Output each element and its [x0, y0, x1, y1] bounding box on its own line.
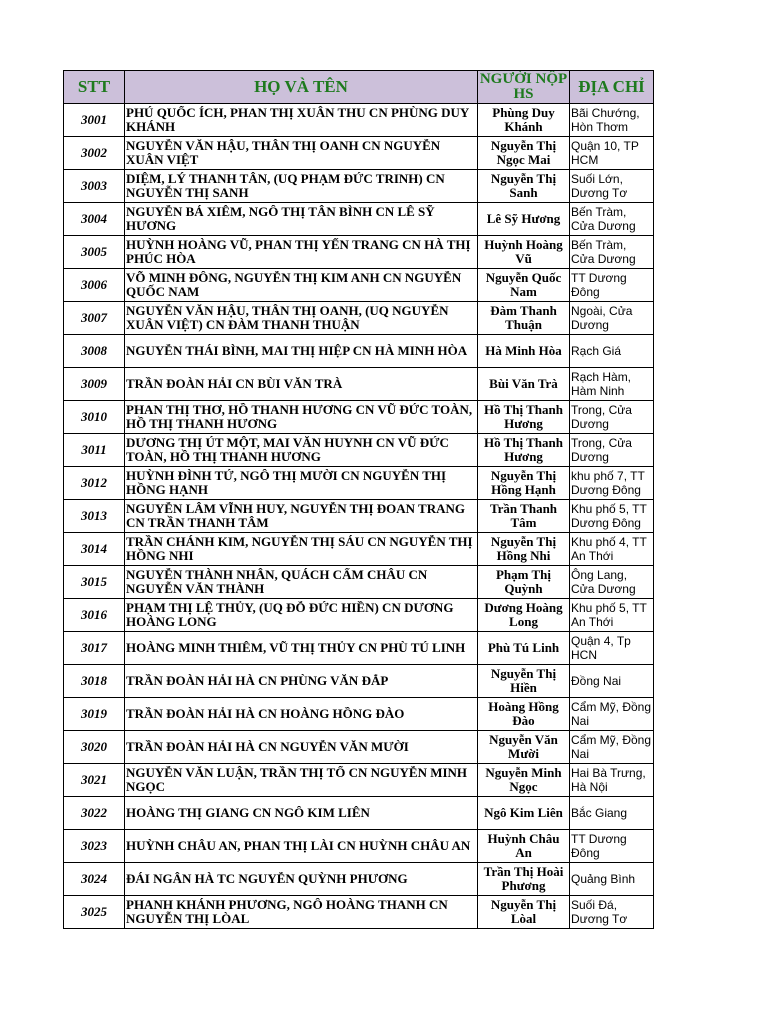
row-payer-cell	[478, 335, 570, 368]
row-payer: Huỳnh Hoàng Vũ	[484, 238, 563, 266]
row-stt-cell	[64, 269, 125, 302]
row-stt-cell	[64, 335, 125, 368]
row-name: NGUYỄN VĂN LUẬN, TRẦN THỊ TỐ CN NGUYỄN MINH NGỌC	[126, 766, 468, 794]
row-address: Ông Lang, Cửa Dương	[571, 568, 636, 596]
row-stt-cell	[64, 104, 125, 137]
row-stt: 3004	[81, 211, 107, 226]
row-payer: Nguyễn Thị Lòal	[490, 898, 557, 926]
row-payer: Bùi Văn Trà	[489, 377, 558, 391]
row-payer-cell	[478, 170, 570, 203]
row-name: DIỆM, LÝ THANH TÂN, (UQ PHẠM ĐỨC TRINH) CN NGUYỄN THỊ SANH	[126, 172, 445, 200]
row-address-cell	[570, 269, 654, 302]
row-stt-cell	[64, 467, 125, 500]
row-payer: Phù Tú Linh	[487, 641, 560, 655]
row-payer-cell	[478, 665, 570, 698]
row-stt: 3013	[81, 508, 107, 523]
row-name: PHÚ QUỐC ÍCH, PHAN THỊ XUÂN THU CN PHÙNG DUY KHÁNH	[126, 106, 469, 134]
row-address-cell	[570, 698, 654, 731]
table-row	[64, 764, 654, 797]
row-name-cell	[125, 302, 478, 335]
row-payer: Dương Hoàng Long	[484, 601, 563, 629]
row-payer: Nguyễn Thị Hiền	[490, 667, 557, 695]
table-row	[64, 170, 654, 203]
row-name-cell	[125, 797, 478, 830]
row-name-cell	[125, 335, 478, 368]
row-address-cell	[570, 302, 654, 335]
row-address-cell	[570, 236, 654, 269]
row-stt-cell	[64, 401, 125, 434]
row-stt-cell	[64, 665, 125, 698]
row-stt-cell	[64, 137, 125, 170]
row-stt: 3002	[81, 145, 107, 160]
table-row	[64, 401, 654, 434]
row-stt: 3012	[81, 475, 107, 490]
row-payer: Nguyễn Văn Mười	[489, 733, 558, 761]
row-address: Bắc Giang	[571, 806, 628, 820]
row-address-cell	[570, 335, 654, 368]
table-row	[64, 698, 654, 731]
row-payer-cell	[478, 368, 570, 401]
row-name: TRẦN ĐOÀN HẢI CN BÙI VĂN TRÀ	[126, 377, 343, 391]
row-stt-cell	[64, 236, 125, 269]
row-stt-cell	[64, 764, 125, 797]
row-address-cell	[570, 170, 654, 203]
row-name-cell	[125, 269, 478, 302]
row-stt-cell	[64, 698, 125, 731]
row-stt-cell	[64, 632, 125, 665]
row-address: Hai Bà Trưng, Hà Nội	[571, 766, 646, 794]
row-stt-cell	[64, 863, 125, 896]
row-name-cell	[125, 137, 478, 170]
row-name-cell	[125, 467, 478, 500]
row-stt-cell	[64, 731, 125, 764]
row-stt: 3016	[81, 607, 107, 622]
row-name-cell	[125, 104, 478, 137]
row-name: NGUYỄN LÂM VĨNH HUY, NGUYỄN THỊ ĐOAN TRANG CN TRẦN THANH TÂM	[126, 502, 466, 530]
row-payer-cell	[478, 203, 570, 236]
row-name: TRẦN ĐOÀN HẢI HÀ CN PHÙNG VĂN ĐẮP	[126, 674, 389, 688]
row-stt-cell	[64, 170, 125, 203]
table-row	[64, 500, 654, 533]
row-address: Khu phố 5, TT Dương Đông	[571, 502, 647, 530]
row-payer: Nguyễn Thị Hồng Nhi	[490, 535, 557, 563]
row-payer: Hà Minh Hòa	[485, 344, 562, 358]
row-stt: 3014	[81, 541, 107, 556]
row-payer: Hồ Thị Thanh Hương	[483, 436, 563, 464]
row-payer: Nguyễn Thị Hồng Hạnh	[490, 469, 557, 497]
row-address: Đồng Nai	[571, 674, 622, 688]
row-stt: 3023	[81, 838, 107, 853]
row-address: Suối Đá, Dương Tơ	[571, 898, 628, 926]
row-payer: Nguyễn Quốc Nam	[485, 271, 562, 299]
row-name: NGUYỄN BÁ XIÊM, NGÔ THỊ TÂN BÌNH CN LÊ SỸ HƯƠNG	[126, 205, 435, 233]
row-payer-cell	[478, 698, 570, 731]
row-address-cell	[570, 764, 654, 797]
row-address-cell	[570, 500, 654, 533]
row-stt-cell	[64, 302, 125, 335]
row-payer-cell	[478, 830, 570, 863]
row-name-cell	[125, 830, 478, 863]
row-stt: 3015	[81, 574, 107, 589]
row-address: Trong, Cửa Dương	[571, 436, 632, 464]
table-row	[64, 104, 654, 137]
row-payer: Hồ Thị Thanh Hương	[483, 403, 563, 431]
row-address: Bến Tràm, Cửa Dương	[571, 238, 636, 266]
row-address: Cẩm Mỹ, Đồng Nai	[571, 733, 652, 761]
row-name-cell	[125, 533, 478, 566]
row-stt-cell	[64, 797, 125, 830]
row-address: Rạch Hàm, Hàm Ninh	[571, 370, 632, 398]
row-payer: Huỳnh Châu An	[487, 832, 560, 860]
row-name: ĐÁI NGÂN HÀ TC NGUYỄN QUỲNH PHƯƠNG	[126, 872, 408, 886]
row-stt: 3011	[81, 442, 107, 457]
row-name-cell	[125, 665, 478, 698]
row-payer: Nguyễn Thị Sanh	[490, 172, 557, 200]
row-address: Bến Tràm, Cửa Dương	[571, 205, 636, 233]
row-name: PHẠM THỊ LỆ THỦY, (UQ ĐỖ ĐỨC HIỀN) CN DƯƠNG HOÀNG LONG	[126, 601, 454, 629]
row-address-cell	[570, 731, 654, 764]
row-name: TRẦN ĐOÀN HẢI HÀ CN HOÀNG HỒNG ĐÀO	[126, 707, 405, 721]
row-address-cell	[570, 137, 654, 170]
row-payer: Phùng Duy Khánh	[492, 106, 555, 134]
row-address: Quảng Bình	[571, 872, 636, 886]
row-address-cell	[570, 830, 654, 863]
table-row	[64, 797, 654, 830]
row-payer-cell	[478, 533, 570, 566]
row-name: DƯƠNG THỊ ÚT MỘT, MAI VĂN HUYNH CN VŨ ĐỨC TOÀN, HỒ THỊ THANH HƯƠNG	[126, 436, 449, 464]
row-payer-cell	[478, 137, 570, 170]
row-address-cell	[570, 368, 654, 401]
table-row	[64, 203, 654, 236]
row-name: NGUYỄN THÀNH NHÂN, QUÁCH CẨM CHÂU CN NGUYỄN VĂN THÀNH	[126, 568, 428, 596]
header-name: HỌ VÀ TÊN	[125, 71, 478, 104]
table-row	[64, 368, 654, 401]
row-payer: Đàm Thanh Thuận	[490, 304, 557, 332]
row-stt: 3025	[81, 904, 107, 919]
row-name-cell	[125, 203, 478, 236]
row-name: NGUYỄN VĂN HẬU, THÂN THỊ OANH CN NGUYỄN XUÂN VIỆT	[126, 139, 441, 167]
row-name: TRẦN ĐOÀN HẢI HÀ CN NGUYỄN VĂN MƯỜI	[126, 740, 409, 754]
row-stt: 3010	[81, 409, 107, 424]
table-row	[64, 896, 654, 929]
row-address: Rạch Giá	[571, 344, 622, 358]
row-payer-cell	[478, 104, 570, 137]
row-payer-cell	[478, 467, 570, 500]
row-stt: 3005	[81, 244, 107, 259]
row-stt: 3007	[81, 310, 107, 325]
row-stt: 3018	[81, 673, 107, 688]
table-row	[64, 533, 654, 566]
table-row	[64, 599, 654, 632]
row-name-cell	[125, 764, 478, 797]
row-stt-cell	[64, 830, 125, 863]
row-stt-cell	[64, 500, 125, 533]
row-stt-cell	[64, 566, 125, 599]
row-name: VÕ MINH ĐÔNG, NGUYỄN THỊ KIM ANH CN NGUYỄN QUỐC NAM	[126, 271, 462, 299]
header-address: ĐỊA CHỈ	[570, 71, 654, 104]
table-row	[64, 269, 654, 302]
table-row	[64, 302, 654, 335]
row-address-cell	[570, 566, 654, 599]
row-address-cell	[570, 896, 654, 929]
row-address: Ngoài, Cửa Dương	[571, 304, 633, 332]
row-stt: 3021	[81, 772, 107, 787]
header-stt: STT	[64, 71, 125, 104]
row-stt: 3006	[81, 277, 107, 292]
table-row	[64, 665, 654, 698]
row-name: HOÀNG THỊ GIANG CN NGÔ KIM LIÊN	[126, 806, 370, 820]
row-address-cell	[570, 401, 654, 434]
row-address-cell	[570, 467, 654, 500]
header-payer: NGƯỜI NỘP HS	[478, 71, 570, 104]
row-name-cell	[125, 632, 478, 665]
row-address-cell	[570, 599, 654, 632]
row-address: Quận 10, TP HCM	[571, 139, 639, 167]
row-address: Cẩm Mỹ, Đồng Nai	[571, 700, 652, 728]
row-payer-cell	[478, 500, 570, 533]
row-name: HUỲNH ĐÌNH TỨ, NGÔ THỊ MƯỜI CN NGUYỄN THỊ HỒNG HẠNH	[126, 469, 447, 497]
row-address-cell	[570, 104, 654, 137]
row-stt: 3001	[81, 112, 107, 127]
row-payer: Lê Sỹ Hương	[486, 212, 561, 226]
row-stt: 3009	[81, 376, 107, 391]
row-stt: 3003	[81, 178, 107, 193]
row-stt-cell	[64, 896, 125, 929]
table-row	[64, 830, 654, 863]
row-stt: 3020	[81, 739, 107, 754]
table-row	[64, 137, 654, 170]
header-row	[64, 71, 654, 104]
row-payer: Trần Thị Hoài Phương	[483, 865, 564, 893]
row-address: khu phố 7, TT Dương Đông	[571, 469, 645, 497]
row-name-cell	[125, 368, 478, 401]
row-stt-cell	[64, 368, 125, 401]
row-stt: 3008	[81, 343, 107, 358]
row-stt-cell	[64, 533, 125, 566]
row-address: Suối Lớn, Dương Tơ	[571, 172, 628, 200]
row-stt: 3019	[81, 706, 107, 721]
row-address: Trong, Cửa Dương	[571, 403, 632, 431]
row-name: PHAN THỊ THƠ, HỒ THANH HƯƠNG CN VŨ ĐỨC TOÀN, HỒ THỊ THANH HƯƠNG	[126, 403, 473, 431]
row-name-cell	[125, 896, 478, 929]
row-address: Quận 4, Tp HCN	[571, 634, 631, 662]
row-name-cell	[125, 170, 478, 203]
table-row	[64, 467, 654, 500]
table-row	[64, 863, 654, 896]
row-name-cell	[125, 401, 478, 434]
row-payer: Ngô Kim Liên	[484, 806, 563, 820]
row-name: HOÀNG MINH THIÊM, VŨ THỊ THỦY CN PHÙ TÚ LINH	[126, 641, 466, 655]
row-name: TRẦN CHÁNH KIM, NGUYỄN THỊ SÁU CN NGUYỄN THỊ HỒNG NHI	[126, 535, 473, 563]
row-address-cell	[570, 203, 654, 236]
row-address-cell	[570, 632, 654, 665]
row-stt-cell	[64, 434, 125, 467]
row-payer-cell	[478, 764, 570, 797]
row-name: PHANH KHÁNH PHƯƠNG, NGÔ HOÀNG THANH CN NGUYỄN THỊ LÒAL	[126, 898, 448, 926]
table-row	[64, 236, 654, 269]
row-address-cell	[570, 434, 654, 467]
table-row	[64, 566, 654, 599]
row-address-cell	[570, 797, 654, 830]
table-row	[64, 335, 654, 368]
row-stt: 3017	[81, 640, 107, 655]
row-address-cell	[570, 533, 654, 566]
row-address: Khu phố 4, TT An Thới	[571, 535, 647, 563]
row-name: HUỲNH CHÂU AN, PHAN THỊ LÀI CN HUỲNH CHÂU AN	[126, 839, 471, 853]
row-name-cell	[125, 863, 478, 896]
row-stt-cell	[64, 203, 125, 236]
row-payer: Phạm Thị Quỳnh	[495, 568, 552, 596]
row-name: NGUYỄN THÁI BÌNH, MAI THỊ HIỆP CN HÀ MINH HÒA	[126, 344, 468, 358]
registry-table	[63, 70, 654, 929]
row-name-cell	[125, 434, 478, 467]
row-payer: Nguyễn Thị Ngọc Mai	[490, 139, 557, 167]
row-name-cell	[125, 599, 478, 632]
table-body	[64, 104, 654, 929]
row-payer-cell	[478, 896, 570, 929]
row-payer-cell	[478, 434, 570, 467]
row-payer-cell	[478, 566, 570, 599]
row-name-cell	[125, 500, 478, 533]
row-payer-cell	[478, 269, 570, 302]
row-name-cell	[125, 566, 478, 599]
row-payer-cell	[478, 731, 570, 764]
row-payer: Nguyễn Minh Ngọc	[485, 766, 562, 794]
row-payer-cell	[478, 599, 570, 632]
row-address-cell	[570, 665, 654, 698]
row-payer-cell	[478, 863, 570, 896]
row-address: TT Dương Đông	[571, 271, 627, 299]
row-name-cell	[125, 236, 478, 269]
row-payer-cell	[478, 401, 570, 434]
row-name: HUỲNH HOÀNG VŨ, PHAN THỊ YẾN TRANG CN HÀ THỊ PHÚC HÒA	[126, 238, 471, 266]
row-payer-cell	[478, 302, 570, 335]
table-row	[64, 731, 654, 764]
row-address-cell	[570, 863, 654, 896]
row-payer-cell	[478, 236, 570, 269]
row-payer-cell	[478, 632, 570, 665]
row-address: Khu phố 5, TT An Thới	[571, 601, 647, 629]
table-row	[64, 632, 654, 665]
row-name: NGUYỄN VĂN HẬU, THÂN THỊ OANH, (UQ NGUYỄN XUÂN VIỆT) CN ĐÀM THANH THUẬN	[126, 304, 449, 332]
row-address: Bãi Chướng, Hòn Thơm	[571, 106, 640, 134]
row-name-cell	[125, 731, 478, 764]
row-stt: 3024	[81, 871, 107, 886]
table-row	[64, 434, 654, 467]
row-payer-cell	[478, 797, 570, 830]
row-address: TT Dương Đông	[571, 832, 627, 860]
row-stt-cell	[64, 599, 125, 632]
row-payer: Trần Thanh Tâm	[489, 502, 558, 530]
row-name-cell	[125, 698, 478, 731]
row-stt: 3022	[81, 805, 107, 820]
row-payer: Hoàng Hồng Đào	[488, 700, 559, 728]
